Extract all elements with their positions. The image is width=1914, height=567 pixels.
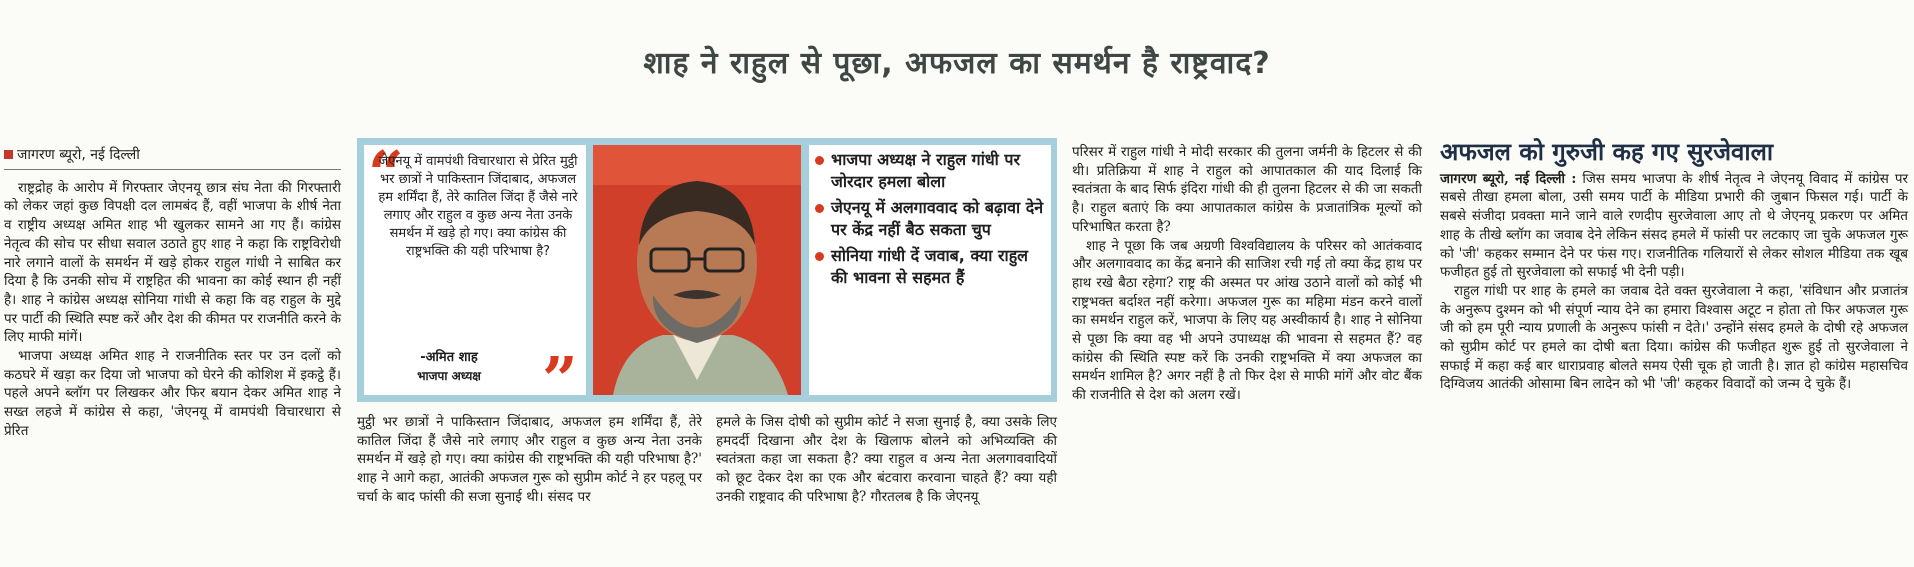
sidebar-byline: जागरण ब्यूरो, नई दिल्ली :: [1440, 170, 1577, 187]
feature-box: [357, 137, 1057, 416]
highlight-item: [815, 245, 1045, 289]
paragraph: मुट्ठी भर छात्रों ने पाकिस्तान जिंदाबाद, अफजल हम शर्मिंदा हैं, तेरे कातिल जिंदा हैं जैसे नारे लगाए और राहुल व कुछ अन्य नेता उनके समर्थन में खड़े हो गए। क्या कांग्रेस की राष्ट्रभक्ति की यही परिभाषा है?' शाह ने आगे कहा, आतंकी अफजल गुरू को सुप्रीम कोर्ट ने हर पहलू पर चर्चा के बाद फांसी की सजा सुनाई थी। संसद पर: [357, 414, 702, 505]
headline: शाह ने राहुल से पूछा, अफजल का समर्थन है राष्ट्रवाद?: [643, 45, 1271, 81]
bullet-icon: [815, 204, 824, 213]
paragraph: [1440, 170, 1908, 282]
paragraph: शाह ने पूछा कि जब अग्रणी विश्वविद्यालय के परिसर को आतंकवाद और अलगाववाद का केंद्र बनाने की साजिश रची गई तो क्या केंद्र हाथ पर हाथ रखे बैठा रहेगा? राष्ट्र की अस्मत पर आंख उठाने वालों को कोई भी राष्ट्रभक्त बर्दाश्त नहीं करेगा। अफजल गुरू का महिमा मंडन करने वालों का समर्थन राहुल करें, भाजपा के लिए यह अस्वीकार्य है। शाह ने सोनिया से पूछा कि क्या वह भी अपने उपाध्यक्ष की भावना से सहमत हैं? वह कांग्रेस की स्थिति स्पष्ट करें कि उनकी राष्ट्रभक्ति में क्या अफजल का समर्थन शामिल है? अगर नहीं है तो फिर देश से माफी मांगें और वोट बैंक की राजनीति से देश को अलग रखें।: [1072, 237, 1422, 404]
article-column-3: [716, 413, 1057, 565]
quote-author-name: -अमित शाह: [420, 350, 478, 365]
open-quote-icon: “: [368, 137, 404, 210]
byline-marker-icon: [4, 150, 13, 159]
highlight-text: जेएनयू में अलगाववाद को बढ़ावा देने पर केंद्र नहीं बैठ सकता चुप: [831, 198, 1044, 239]
byline: [4, 143, 341, 170]
paragraph: राहुल गांधी पर शाह के हमले का जवाब देते वक्त सुरजेवाला ने कहा, 'संविधान और प्रजातंत्र के अनुरूप दुश्मन को भी संपूर्ण न्याय देने का हमारा विश्वास अटूट न होता तो फिर अफजल गुरू जी को हम पूरी न्याय प्रणाली के अनुरूप फांसी न देते।' उन्होंने संसद हमले के दोषी रहे अफजल को सुप्रीम कोर्ट पर हमले का दोषी बता दिया। कांग्रेस की फजीहत शुरू हुई तो सुरजेवाला ने सफाई में कहा कई बार धाराप्रवाह बोलते समय ऐसी चूक हो जाती है। ज्ञात हो कांग्रेस महासचिव दिग्विजय आतंकी ओसामा बिन लादेन को भी 'जी' कहकर विवादों को जन्म दे चुके हैं।: [1440, 282, 1908, 393]
paragraph: भाजपा अध्यक्ष अमित शाह ने राजनीतिक स्तर पर उन दलों को कठघरे में खड़ा कर दिया जो भाजपा को घेरने की कोशिश में इकट्ठे हैं। पहले अपने ब्लॉग पर लिखकर और फिर बयान देकर अमित शाह ने सख्त लहजे में कांग्रेस से कहा, 'जेएनयू में वामपंथी विचारधारा से प्रेरित: [4, 348, 341, 439]
highlight-text: भाजपा अध्यक्ष ने राहुल गांधी पर जोरदार हमला बोला: [831, 150, 1021, 191]
quote-author: [374, 349, 524, 385]
article-column-2: [357, 413, 702, 565]
portrait-photo: [593, 145, 801, 395]
sidebar-paragraph-text: जिस समय भाजपा के शीर्ष नेतृत्व ने जेएनयू विवाद में कांग्रेस पर सबसे तीखा हमला बोला, उसी समय पार्टी के मीडिया प्रभारी की जुबान फिसल गई। पार्टी के सबसे संजीदा प्रवक्ता माने जाने वाले रणदीप सुरजेवाला आए तो थे जेएनयू प्रकरण पर अमित शाह के तीखे ब्लॉग का जवाब देने लेकिन संसद हमले में फांसी पर लटकाए जा चुके अफजल गुरू को 'जी' कहकर सम्मान देने पर फंस गए। राजनीतिक गलियारों से लेकर सोशल मीडिया तक खूब फजीहत हुई तो सुरजेवाला को सफाई भी देनी पड़ी।: [1440, 170, 1909, 281]
paragraph: राष्ट्रद्रोह के आरोप में गिरफ्तार जेएनयू छात्र संघ नेता की गिरफ्तारी को लेकर जहां कुछ विपक्षी दल लामबंद हैं, वहीं भाजपा के शीर्ष नेता व राष्ट्रीय अध्यक्ष अमित शाह भी खुलकर सामने आ गए हैं। कांग्रेस नेतृत्व की सोच पर सीधा सवाल उठाते हुए शाह ने कहा कि राष्ट्रविरोधी नारे लगाने वालों के समर्थन में खड़े होकर राहुल गांधी ने साबित कर दिया है कि उनकी सोच में राष्ट्रहित की भावना का कोई स्थान ही नहीं है। शाह ने कांग्रेस अध्यक्ष सोनिया गांधी से कहा कि वह राहुल के मुद्दे पर पार्टी की स्थिति स्पष्ट करें और देश की कीमत पर राजनीति करने के लिए माफी मांगें।: [4, 179, 341, 346]
sidebar-article: [1440, 138, 1909, 563]
quote-panel: [364, 137, 586, 416]
bullet-icon: [815, 156, 824, 165]
paragraph: परिसर में राहुल गांधी ने मोदी सरकार की तुलना जर्मनी के हिटलर से की थी। प्रतिक्रिया में शाह ने राहुल को आपातकाल की याद दिलाई कि स्वतंत्रता के बाद सिर्फ इंदिरा गांधी की ही तुलना हिटलर से की जा सकती है। राहुल बताएं कि क्या आपातकाल कांग्रेस के प्रजातांत्रिक मूल्यों को परिभाषित करता है?: [1072, 144, 1422, 235]
highlight-item: [815, 149, 1045, 193]
sidebar-heading: अफजल को गुरुजी कह गए सुरजेवाला: [1440, 138, 1774, 166]
highlight-item: [815, 197, 1045, 241]
quote-text: जेएनयू में वामपंथी विचारधारा से प्रेरित मुट्ठी भर छात्रों ने पाकिस्तान जिंदाबाद, अफजल हम शर्मिंदा हैं, तेरे कातिल जिंदा हैं जैसे नारे लगाए और राहुल व कुछ अन्य नेता उनके समर्थन में खड़े हो गए। क्या कांग्रेस की राष्ट्रभक्ति की यही परिभाषा है?: [378, 154, 578, 259]
close-quote-icon: ”: [542, 343, 578, 416]
quote-author-designation: भाजपा अध्यक्ष: [417, 369, 481, 383]
byline-text: जागरण ब्यूरो, नई दिल्ली: [17, 147, 140, 163]
highlights-panel: [809, 145, 1051, 395]
bullet-icon: [815, 252, 824, 261]
highlight-text: सोनिया गांधी दें जवाब, क्या राहुल की भावना से सहमत हैं: [831, 246, 1029, 287]
paragraph: हमले के जिस दोषी को सुप्रीम कोर्ट ने सजा सुनाई है, क्या उसके लिए हमदर्दी दिखाना और देश के खिलाफ बोलने को अभिव्यक्ति की स्वतंत्रता कहा जा सकता है? क्या राहुल व अन्य नेता अलगाववादियों को छूट देकर देश का एक और बंटवारा करवाना चाहते हैं? क्या यही उनकी राष्ट्रवाद की परिभाषा है? गौरतलब है कि जेएनयू: [716, 414, 1057, 505]
article-column-4: [1072, 143, 1422, 563]
article-column-1: [4, 143, 341, 563]
